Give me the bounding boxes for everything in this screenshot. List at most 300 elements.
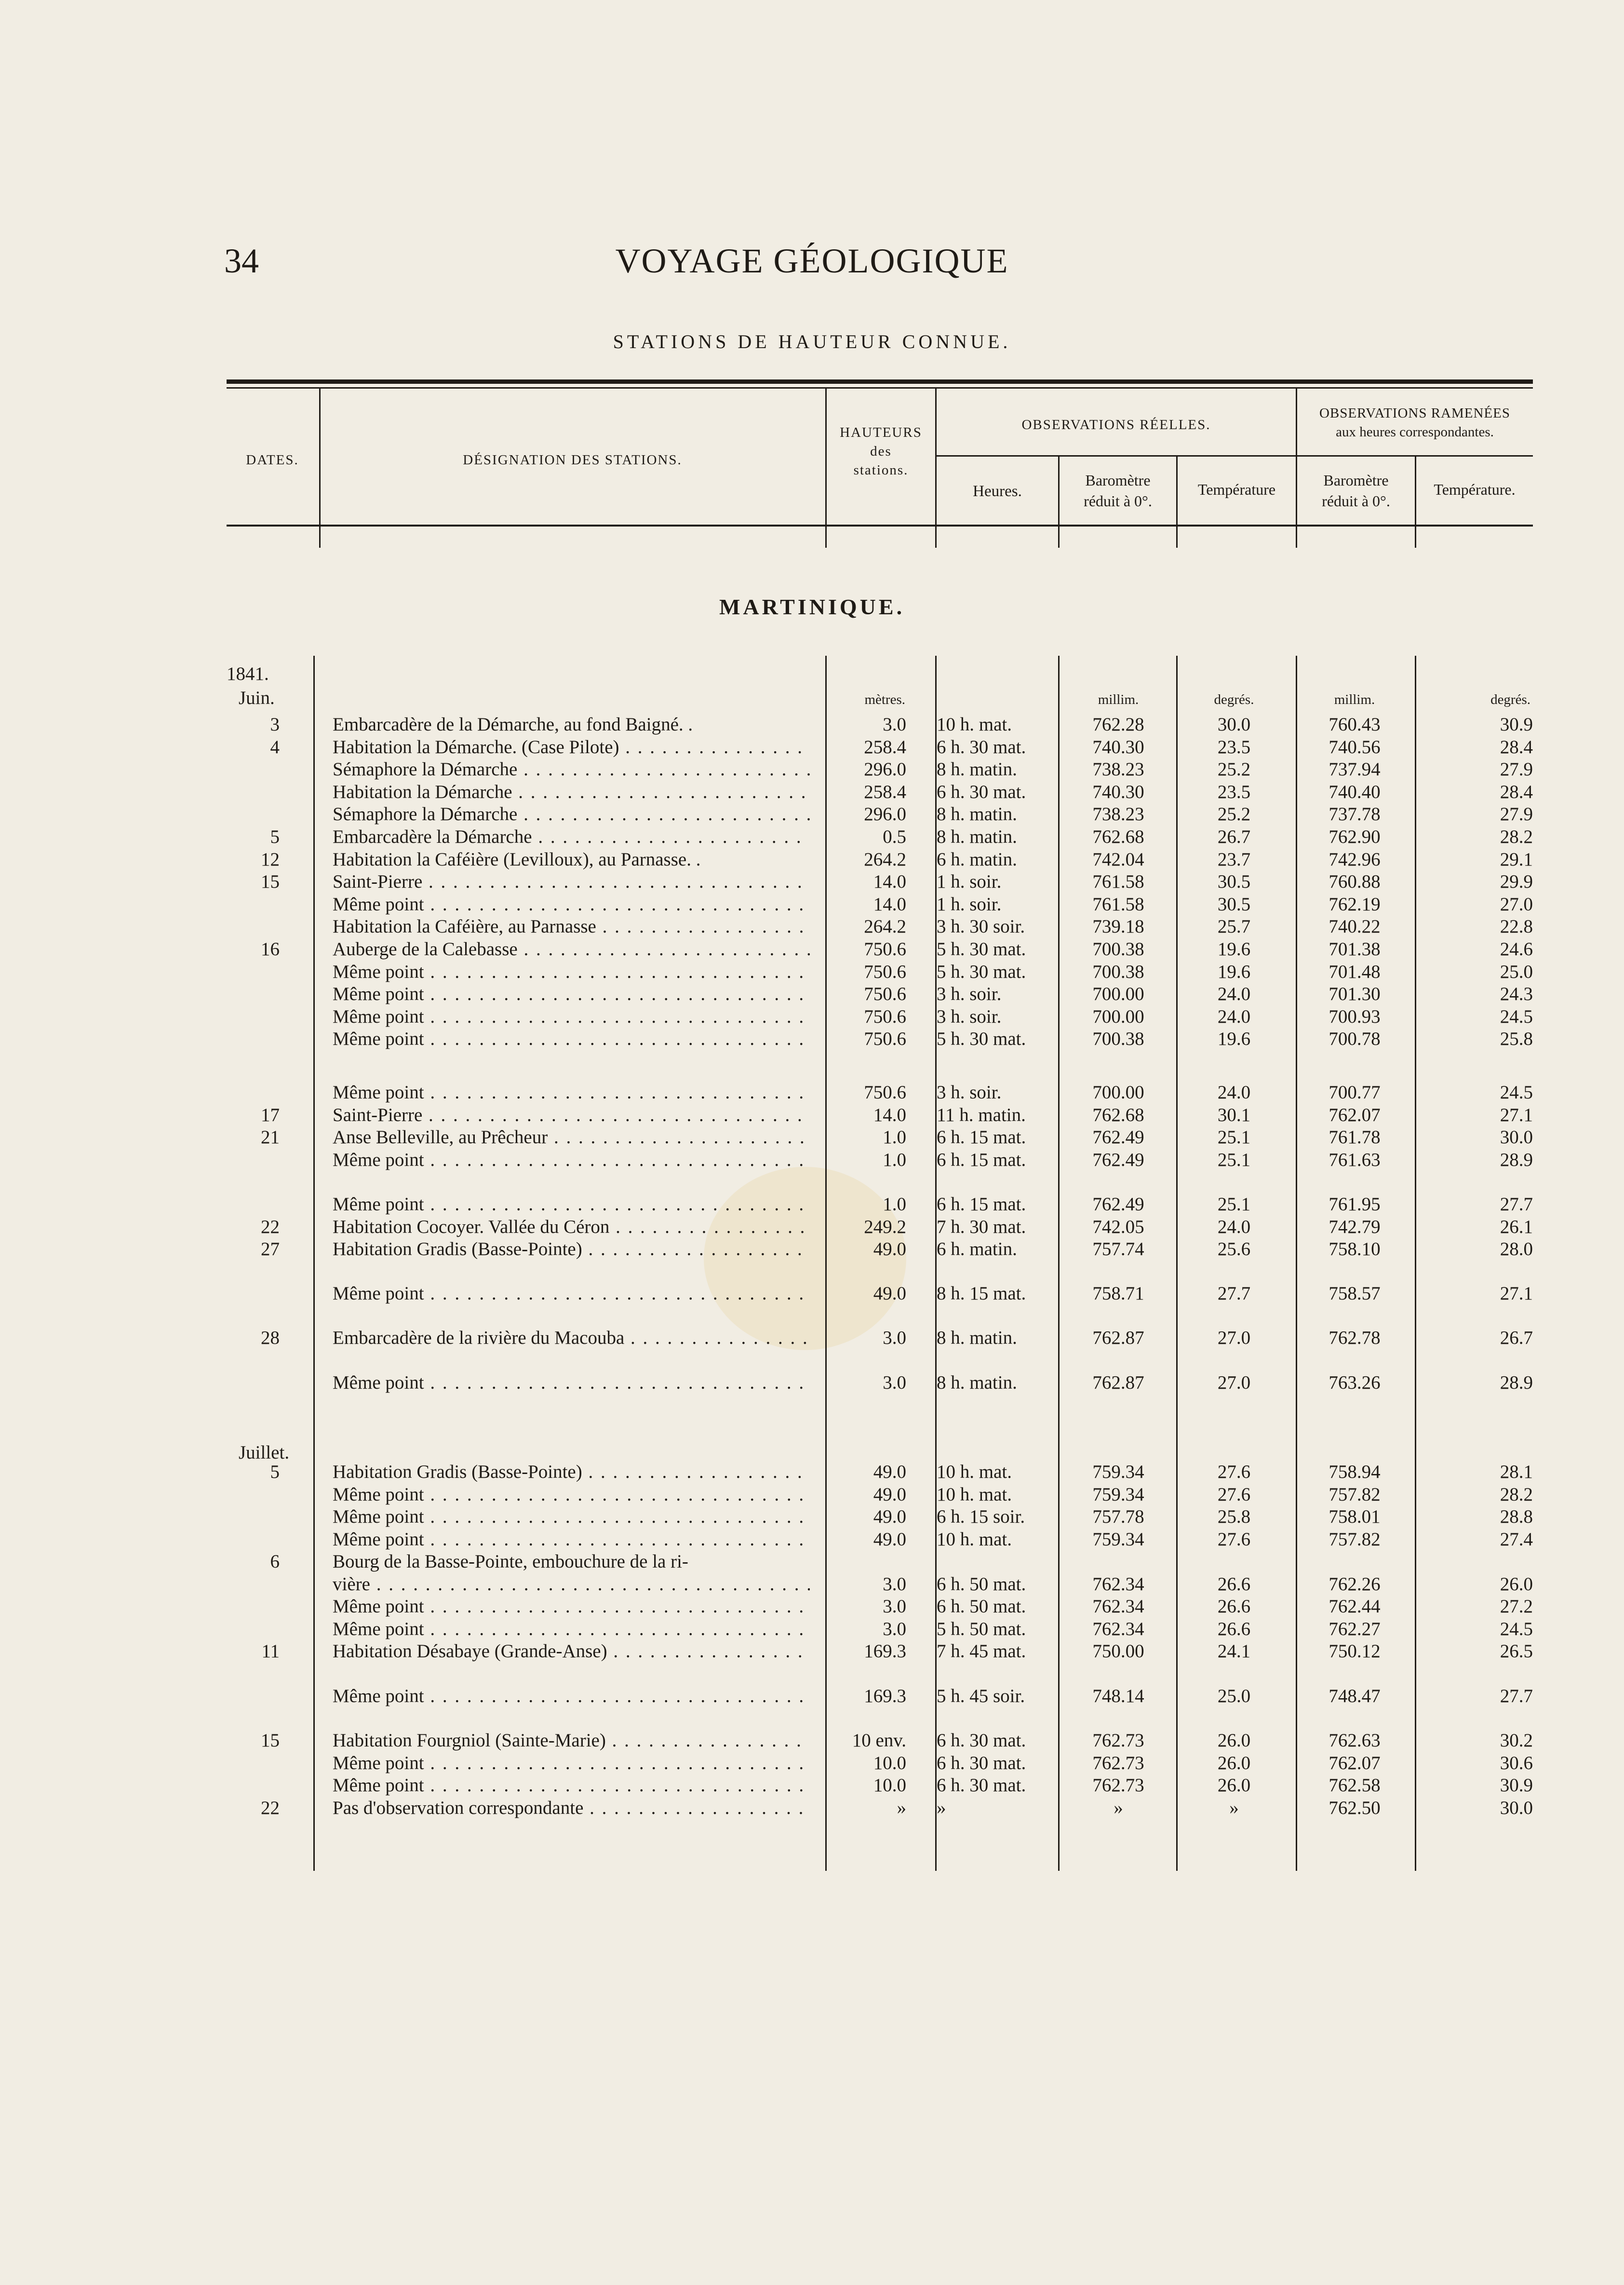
cell-barometer-real: 762.49 [1092, 1194, 1144, 1215]
cell-temperature-corresponding: 27.9 [1500, 759, 1533, 780]
cell-barometer-corresponding: 762.27 [1329, 1619, 1381, 1639]
header-temperature-2: Température. [1434, 481, 1516, 498]
cell-temperature-real: 30.5 [1217, 871, 1251, 892]
header-bottom-rule [227, 525, 1533, 527]
cell-barometer-corresponding: 740.56 [1329, 737, 1381, 757]
cell-height: 264.2 [864, 849, 906, 870]
header-barometre-line2: réduit à 0°. [1084, 492, 1152, 510]
cell-temperature-real: 24.1 [1217, 1641, 1251, 1662]
cell-height: 1.0 [883, 1194, 906, 1215]
cell-height: 10 env. [852, 1730, 906, 1751]
cell-height: 750.6 [864, 1082, 906, 1103]
cell-time: 5 h. 30 mat. [937, 961, 1026, 982]
cell-station-name: Même point . . . [333, 893, 810, 916]
cell-barometer-corresponding: 762.26 [1329, 1574, 1381, 1595]
cell-barometer-real: 759.34 [1092, 1484, 1144, 1505]
cell-temperature-real: 26.6 [1217, 1574, 1251, 1595]
cell-station-name: Sémaphore la Démarche . . . [333, 758, 810, 781]
cell-time: 6 h. 15 mat. [937, 1127, 1026, 1148]
cell-time: 6 h. 30 mat. [937, 737, 1026, 757]
cell-temperature-real: 26.6 [1217, 1619, 1251, 1639]
cell-barometer-corresponding: 740.40 [1329, 782, 1381, 802]
cell-height: 0.5 [883, 826, 906, 847]
table-row [0, 1774, 1624, 1797]
table-row [0, 916, 1624, 938]
cell-height: 264.2 [864, 916, 906, 937]
cell-barometer-real: 742.05 [1092, 1217, 1144, 1237]
cell-height: 10.0 [873, 1753, 906, 1773]
cell-temperature-corresponding: 22.8 [1500, 916, 1533, 937]
header-barometre-2-line2: réduit à 0°. [1322, 492, 1390, 510]
cell-station-name: Même point . . . [333, 1595, 810, 1618]
col-divider [1176, 457, 1178, 548]
year-label [0, 663, 1624, 685]
cell-barometer-real: 700.38 [1092, 1028, 1144, 1049]
cell-height: 14.0 [873, 871, 906, 892]
cell-height: 258.4 [864, 782, 906, 802]
cell-date: 12 [261, 849, 280, 870]
cell-temperature-corresponding: 30.9 [1500, 1775, 1533, 1796]
cell-time: 3 h. soir. [937, 1006, 1002, 1027]
cell-barometer-corresponding: 762.44 [1329, 1596, 1381, 1617]
table-row [0, 1193, 1624, 1216]
col-divider [935, 389, 937, 548]
cell-station-name: Habitation la Démarche . . . [333, 781, 810, 803]
cell-time: » [937, 1798, 946, 1818]
cell-date: 27 [261, 1239, 280, 1259]
top-thin-rule [227, 387, 1533, 389]
header-barometre-2 [1297, 470, 1415, 512]
cell-height: 14.0 [873, 894, 906, 915]
cell-height: 3.0 [883, 1372, 906, 1393]
cell-time: 6 h. 15 mat. [937, 1194, 1026, 1215]
cell-barometer-real: 762.34 [1092, 1596, 1144, 1617]
header-hauteurs-line2: des [870, 444, 892, 460]
cell-time: 6 h. matin. [937, 849, 1017, 870]
cell-time: 1 h. soir. [937, 894, 1002, 915]
cell-barometer-real: 761.58 [1092, 894, 1144, 915]
cell-height: 296.0 [864, 804, 906, 825]
cell-barometer-corresponding: 758.10 [1329, 1239, 1381, 1259]
cell-barometer-real: 740.30 [1092, 782, 1144, 802]
cell-barometer-real: 742.04 [1092, 849, 1144, 870]
cell-barometer-real: 750.00 [1092, 1641, 1144, 1662]
cell-height: » [897, 1798, 906, 1818]
cell-time: 8 h. 15 mat. [937, 1283, 1026, 1304]
cell-barometer-real: 762.87 [1092, 1327, 1144, 1348]
cell-temperature-real: 25.7 [1217, 916, 1251, 937]
cell-temperature-corresponding: 27.2 [1500, 1596, 1533, 1617]
cell-temperature-real: 24.0 [1217, 1082, 1251, 1103]
cell-temperature-corresponding: 27.4 [1500, 1529, 1533, 1550]
cell-height: 3.0 [883, 714, 906, 735]
cell-barometer-corresponding: 762.50 [1329, 1798, 1381, 1818]
table-row [0, 1028, 1624, 1050]
cell-height: 1.0 [883, 1149, 906, 1170]
table-row [0, 1372, 1624, 1394]
table-row [0, 1618, 1624, 1640]
cell-barometer-real: 700.00 [1092, 1082, 1144, 1103]
unit-temp1: degrés. [1214, 692, 1254, 707]
cell-temperature-corresponding: 24.6 [1500, 939, 1533, 960]
cell-time: 8 h. matin. [937, 804, 1017, 825]
cell-station-name: Habitation la Caféière, au Parnasse . . . [333, 916, 810, 938]
table-row [0, 938, 1624, 960]
table-row [0, 961, 1624, 983]
cell-height: 3.0 [883, 1574, 906, 1595]
cell-station-name: Embarcadère de la rivière du Macouba . . . [333, 1327, 810, 1349]
table-row [0, 1327, 1624, 1349]
table-row [0, 871, 1624, 893]
cell-temperature-corresponding: 28.1 [1500, 1461, 1533, 1482]
cell-time: 6 h. 15 soir. [937, 1506, 1025, 1527]
cell-temperature-corresponding: 26.1 [1500, 1217, 1533, 1237]
cell-temperature-real: 27.6 [1217, 1484, 1251, 1505]
year: 1841. [227, 663, 269, 684]
cell-height: 49.0 [873, 1461, 906, 1482]
cell-station-name: Saint-Pierre . . . [333, 1104, 810, 1126]
cell-temperature-real: 27.0 [1217, 1372, 1251, 1393]
header-hauteurs-line1: HAUTEURS [840, 425, 922, 440]
cell-height: 3.0 [883, 1619, 906, 1639]
cell-time: 10 h. mat. [937, 1461, 1012, 1482]
unit-baro2: millim. [1334, 692, 1375, 707]
top-thick-rule [227, 379, 1533, 384]
header-barometre [1060, 470, 1176, 512]
cell-temperature-real: 23.7 [1217, 849, 1251, 870]
table-row [0, 758, 1624, 781]
cell-barometer-corresponding: 701.48 [1329, 961, 1381, 982]
cell-barometer-corresponding: 758.01 [1329, 1506, 1381, 1527]
cell-barometer-real: 761.58 [1092, 871, 1144, 892]
cell-barometer-corresponding: 761.78 [1329, 1127, 1381, 1148]
cell-time: 6 h. 50 mat. [937, 1596, 1026, 1617]
cell-date: 15 [261, 1730, 280, 1751]
cell-barometer-corresponding: 700.93 [1329, 1006, 1381, 1027]
table-row [0, 1006, 1624, 1028]
header-obs-ramenees [1297, 404, 1533, 442]
table-row [0, 736, 1624, 758]
cell-date: 5 [270, 826, 280, 847]
cell-temperature-corresponding: 24.3 [1500, 984, 1533, 1004]
cell-height: 3.0 [883, 1327, 906, 1348]
cell-time: 7 h. 45 mat. [937, 1641, 1026, 1662]
month: Juillet. [239, 1442, 290, 1463]
cell-barometer-corresponding: 742.96 [1329, 849, 1381, 870]
cell-temperature-real: 25.2 [1217, 759, 1251, 780]
cell-barometer-real: » [1114, 1798, 1123, 1818]
header-heures: Heures. [973, 483, 1022, 500]
cell-barometer-real: 739.18 [1092, 916, 1144, 937]
cell-temperature-corresponding: 28.9 [1500, 1372, 1533, 1393]
cell-barometer-real: 762.28 [1092, 714, 1144, 735]
cell-barometer-real: 762.49 [1092, 1127, 1144, 1148]
table-row [0, 1104, 1624, 1126]
cell-temperature-real: 25.2 [1217, 804, 1251, 825]
header-dates: DATES. [246, 452, 299, 468]
page-number: 34 [224, 242, 259, 280]
cell-height: 49.0 [873, 1506, 906, 1527]
cell-temperature-real: 23.5 [1217, 782, 1251, 802]
cell-station-name: Habitation Désabaye (Grande-Anse) . . . [333, 1640, 810, 1663]
table-row [0, 849, 1624, 871]
cell-temperature-corresponding: 27.7 [1500, 1686, 1533, 1706]
unit-hauteur: mètres. [864, 692, 905, 707]
cell-barometer-real: 758.71 [1092, 1283, 1144, 1304]
cell-station-name: vière . . . [333, 1573, 810, 1595]
cell-time: 5 h. 30 mat. [937, 1028, 1026, 1049]
cell-barometer-real: 762.34 [1092, 1574, 1144, 1595]
cell-station-name: Même point . . . [333, 1528, 810, 1551]
cell-barometer-real: 700.38 [1092, 939, 1144, 960]
cell-barometer-corresponding: 748.47 [1329, 1686, 1381, 1706]
header-designation: DÉSIGNATION DES STATIONS. [463, 452, 682, 468]
cell-barometer-corresponding: 701.30 [1329, 984, 1381, 1004]
cell-temperature-corresponding: 28.0 [1500, 1239, 1533, 1259]
table-row [0, 803, 1624, 825]
cell-temperature-real: 30.1 [1217, 1105, 1251, 1125]
cell-time: 5 h. 45 soir. [937, 1686, 1025, 1706]
cell-height: 750.6 [864, 984, 906, 1004]
table-row [0, 1082, 1624, 1104]
cell-temperature-corresponding: 28.2 [1500, 1484, 1533, 1505]
cell-station-name: Même point . . . [333, 1283, 810, 1305]
cell-date: 22 [261, 1217, 280, 1237]
table-row [0, 893, 1624, 916]
cell-barometer-corresponding: 762.07 [1329, 1753, 1381, 1773]
cell-barometer-corresponding: 760.43 [1329, 714, 1381, 735]
cell-barometer-corresponding: 762.07 [1329, 1105, 1381, 1125]
cell-barometer-real: 762.68 [1092, 826, 1144, 847]
cell-temperature-corresponding: 26.7 [1500, 1327, 1533, 1348]
table-row [0, 1730, 1624, 1752]
cell-temperature-real: 27.0 [1217, 1327, 1251, 1348]
table-row [0, 1573, 1624, 1595]
cell-time: 5 h. 50 mat. [937, 1619, 1026, 1639]
table-row [0, 1685, 1624, 1707]
cell-temperature-real: 27.7 [1217, 1283, 1251, 1304]
cell-temperature-real: 24.0 [1217, 1006, 1251, 1027]
cell-temperature-corresponding: 30.2 [1500, 1730, 1533, 1751]
table-row [0, 1797, 1624, 1819]
cell-time: 1 h. soir. [937, 871, 1002, 892]
table-row [0, 1484, 1624, 1506]
cell-station-name: Même point . . . [333, 1774, 810, 1797]
cell-time: 6 h. 30 mat. [937, 1730, 1026, 1751]
cell-temperature-real: 26.0 [1217, 1730, 1251, 1751]
cell-barometer-real: 700.00 [1092, 1006, 1144, 1027]
cell-barometer-real: 762.68 [1092, 1105, 1144, 1125]
cell-time: 6 h. matin. [937, 1239, 1017, 1259]
cell-temperature-real: 25.1 [1217, 1127, 1251, 1148]
cell-temperature-corresponding: 28.9 [1500, 1149, 1533, 1170]
table-row [0, 1640, 1624, 1663]
cell-temperature-real: 25.8 [1217, 1506, 1251, 1527]
cell-temperature-corresponding: 28.4 [1500, 782, 1533, 802]
cell-barometer-corresponding: 750.12 [1329, 1641, 1381, 1662]
cell-station-name: Même point . . . [333, 961, 810, 983]
cell-barometer-corresponding: 762.63 [1329, 1730, 1381, 1751]
table-row [0, 1506, 1624, 1528]
cell-barometer-corresponding: 762.58 [1329, 1775, 1381, 1796]
cell-barometer-real: 757.74 [1092, 1239, 1144, 1259]
cell-time: 5 h. 30 mat. [937, 939, 1026, 960]
cell-temperature-corresponding: 29.1 [1500, 849, 1533, 870]
cell-station-name: Même point . . . [333, 1685, 810, 1707]
cell-temperature-real: 25.1 [1217, 1149, 1251, 1170]
cell-temperature-real: 19.6 [1217, 961, 1251, 982]
cell-station-name: Pas d'observation correspondante . . . [333, 1797, 810, 1819]
cell-height: 750.6 [864, 939, 906, 960]
header-barometre-line1: Baromètre [1085, 472, 1151, 489]
cell-station-name: Même point . . . [333, 1752, 810, 1774]
cell-barometer-corresponding: 737.94 [1329, 759, 1381, 780]
cell-temperature-real: 25.1 [1217, 1194, 1251, 1215]
table-row [0, 826, 1624, 848]
cell-temperature-real: 19.6 [1217, 1028, 1251, 1049]
cell-height: 49.0 [873, 1529, 906, 1550]
cell-height: 249.2 [864, 1217, 906, 1237]
unit-temp2: degrés. [1490, 692, 1530, 707]
cell-barometer-corresponding: 761.95 [1329, 1194, 1381, 1215]
section-title: MARTINIQUE. [719, 595, 905, 619]
cell-station-name: Bourg de la Basse-Pointe, embouchure de la ri- [333, 1551, 688, 1572]
running-title: VOYAGE GÉOLOGIQUE [615, 242, 1009, 280]
cell-barometer-corresponding: 700.78 [1329, 1028, 1381, 1049]
cell-barometer-real: 759.34 [1092, 1529, 1144, 1550]
cell-time: 10 h. mat. [937, 714, 1012, 735]
cell-station-name: Embarcadère la Démarche . . . [333, 826, 810, 848]
cell-station-name: Même point . . . [333, 1149, 810, 1171]
cell-barometer-corresponding: 740.22 [1329, 916, 1381, 937]
cell-station-name: Habitation la Caféière (Levilloux), au Parnasse. . [333, 849, 701, 870]
cell-temperature-corresponding: 27.1 [1500, 1105, 1533, 1125]
table-row [0, 1238, 1624, 1260]
cell-station-name: Même point . . . [333, 1372, 810, 1394]
cell-barometer-real: 738.23 [1092, 759, 1144, 780]
cell-barometer-corresponding: 758.94 [1329, 1461, 1381, 1482]
cell-date: 3 [270, 714, 280, 735]
cell-temperature-corresponding: 24.5 [1500, 1006, 1533, 1027]
cell-station-name: Même point . . . [333, 983, 810, 1005]
cell-barometer-corresponding: 763.26 [1329, 1372, 1381, 1393]
cell-time: 6 h. 30 mat. [937, 1775, 1026, 1796]
cell-time: 8 h. matin. [937, 826, 1017, 847]
cell-temperature-corresponding: 28.8 [1500, 1506, 1533, 1527]
cell-time: 3 h. soir. [937, 1082, 1002, 1103]
cell-temperature-corresponding: 24.5 [1500, 1619, 1533, 1639]
cell-temperature-corresponding: 28.4 [1500, 737, 1533, 757]
cell-barometer-real: 762.34 [1092, 1619, 1144, 1639]
cell-station-name: Même point . . . [333, 1028, 810, 1050]
cell-temperature-corresponding: 25.8 [1500, 1028, 1533, 1049]
cell-temperature-real: 26.7 [1217, 826, 1251, 847]
cell-barometer-real: 762.73 [1092, 1775, 1144, 1796]
cell-height: 750.6 [864, 1006, 906, 1027]
cell-temperature-real: 23.5 [1217, 737, 1251, 757]
cell-station-name: Habitation Fourgniol (Sainte-Marie) . . . [333, 1730, 810, 1752]
cell-time: 11 h. matin. [937, 1105, 1026, 1125]
cell-date: 5 [270, 1461, 280, 1482]
cell-date: 17 [261, 1105, 280, 1125]
cell-temperature-real: 24.0 [1217, 1217, 1251, 1237]
cell-barometer-real: 762.87 [1092, 1372, 1144, 1393]
cell-height: 3.0 [883, 1596, 906, 1617]
cell-time: 10 h. mat. [937, 1484, 1012, 1505]
cell-time: 6 h. 30 mat. [937, 1753, 1026, 1773]
col-divider [1415, 457, 1416, 548]
cell-date: 6 [270, 1551, 280, 1572]
cell-temperature-corresponding: 28.2 [1500, 826, 1533, 847]
cell-temperature-corresponding: 26.5 [1500, 1641, 1533, 1662]
cell-temperature-real: 26.0 [1217, 1775, 1251, 1796]
cell-height: 258.4 [864, 737, 906, 757]
cell-time: 6 h. 50 mat. [937, 1574, 1026, 1595]
table-row [0, 1528, 1624, 1551]
cell-barometer-corresponding: 701.38 [1329, 939, 1381, 960]
cell-temperature-real: 27.6 [1217, 1461, 1251, 1482]
cell-station-name: Même point . . . [333, 1082, 810, 1104]
table-row [0, 1551, 1624, 1573]
cell-time: 10 h. mat. [937, 1529, 1012, 1550]
cell-barometer-real: 738.23 [1092, 804, 1144, 825]
cell-date: 22 [261, 1798, 280, 1818]
cell-barometer-real: 740.30 [1092, 737, 1144, 757]
cell-height: 1.0 [883, 1127, 906, 1148]
cell-date: 15 [261, 871, 280, 892]
cell-temperature-corresponding: 27.1 [1500, 1283, 1533, 1304]
cell-station-name: Même point . . . [333, 1006, 810, 1028]
cell-temperature-corresponding: 27.0 [1500, 894, 1533, 915]
cell-height: 10.0 [873, 1775, 906, 1796]
header-obs-ramenees-line2: aux heures correspondantes. [1336, 424, 1494, 440]
cell-temperature-corresponding: 27.7 [1500, 1194, 1533, 1215]
cell-temperature-real: 26.0 [1217, 1753, 1251, 1773]
header-barometre-2-line1: Baromètre [1323, 472, 1389, 489]
obs-reelles-rule [937, 455, 1296, 457]
cell-time: 7 h. 30 mat. [937, 1217, 1026, 1237]
unit-baro1: millim. [1098, 692, 1139, 707]
cell-barometer-corresponding: 758.57 [1329, 1283, 1381, 1304]
cell-barometer-corresponding: 757.82 [1329, 1484, 1381, 1505]
table-row [0, 1216, 1624, 1238]
table-row [0, 983, 1624, 1005]
cell-temperature-real: 30.5 [1217, 894, 1251, 915]
table-row [0, 781, 1624, 803]
table-row [0, 714, 1624, 736]
header-hauteurs [827, 423, 935, 480]
cell-temperature-corresponding: 24.5 [1500, 1082, 1533, 1103]
table-row [0, 1149, 1624, 1171]
cell-station-name: Habitation Gradis (Basse-Pointe) . . . [333, 1238, 810, 1260]
cell-temperature-real: 19.6 [1217, 939, 1251, 960]
header-temperature: Température [1197, 481, 1276, 498]
cell-barometer-corresponding: 757.82 [1329, 1529, 1381, 1550]
cell-temperature-real: 27.6 [1217, 1529, 1251, 1550]
cell-temperature-corresponding: 26.0 [1500, 1574, 1533, 1595]
cell-barometer-real: 762.73 [1092, 1730, 1144, 1751]
cell-temperature-corresponding: 30.6 [1500, 1753, 1533, 1773]
cell-time: 8 h. matin. [937, 1327, 1017, 1348]
cell-date: 21 [261, 1127, 280, 1148]
table-row [0, 1126, 1624, 1149]
obs-ramenees-rule [1296, 455, 1533, 457]
cell-station-name: Habitation la Démarche. (Case Pilote) . . . [333, 736, 810, 758]
cell-station-name: Anse Belleville, au Prêcheur . . . [333, 1126, 810, 1149]
cell-station-name: Habitation Gradis (Basse-Pointe) . . . [333, 1461, 810, 1483]
cell-date: 28 [261, 1327, 280, 1348]
cell-barometer-corresponding: 700.77 [1329, 1082, 1381, 1103]
